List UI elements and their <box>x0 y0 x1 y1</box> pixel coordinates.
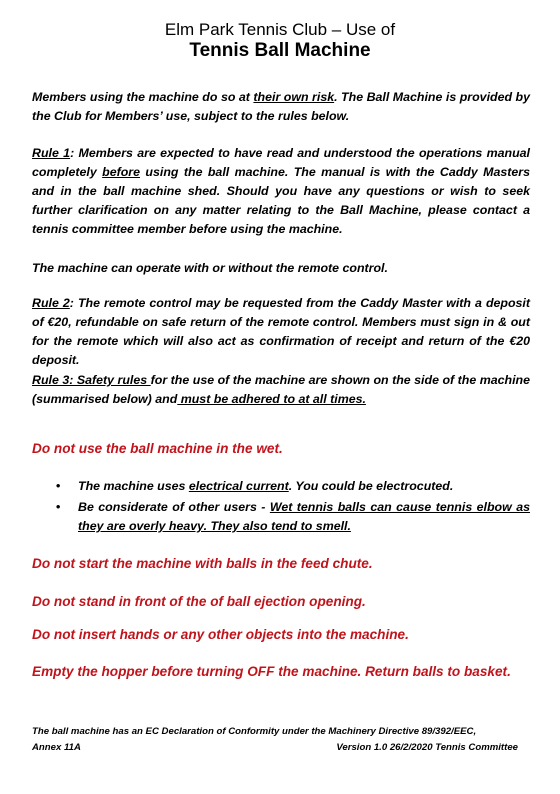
warning-wet: Do not use the ball machine in the wet. <box>32 441 283 456</box>
rule1-text-c: using the ball machine. The manual is with the Caddy Masters and in the ball machine shed. Should you have any questions or wish to seek further clarification on any matter relating to the Ball Machine, please contact a tennis committee member before using the machine. <box>32 165 530 236</box>
warning-hopper: Empty the hopper before turning OFF the machine. Return balls to basket. <box>32 664 511 679</box>
intro-own-risk: their own risk <box>253 90 335 104</box>
title-line-2: Tennis Ball Machine <box>189 40 371 61</box>
remote-note-text: The machine can operate with or without the remote control. <box>32 261 388 275</box>
rule1-before: before <box>102 165 141 179</box>
warning-feed-chute: Do not start the machine with balls in the feed chute. <box>32 556 373 571</box>
warning-ejection-opening: Do not stand in front of the of ball ejection opening. <box>32 594 366 609</box>
rule1-label: Rule 1 <box>32 146 71 160</box>
rule1-text-a: : Members are expected to have read and understood the operations manual completely <box>32 146 530 179</box>
rule3-text-b: must be adhered to at all times. <box>177 392 366 406</box>
list-item <box>48 498 530 536</box>
list-item <box>48 477 530 496</box>
remote-note <box>32 259 530 278</box>
bullet1-text-c: . You could be electrocuted. <box>288 479 454 493</box>
bullet2-text-b: Wet tennis balls can cause tennis elbow as they are overly heavy. They also tend to smell. <box>78 500 530 533</box>
bullet1-electrical-current: electrical current <box>188 479 289 493</box>
title-line-1: Elm Park Tennis Club – Use of <box>164 20 396 39</box>
footer-annex: Annex 11A <box>32 742 81 753</box>
intro-paragraph <box>32 88 530 126</box>
rule2-text: : The remote control may be requested from the Caddy Master with a deposit of €20, refundable on safe return of the remote control. Members must sign in & out for the remote which will also act as confirmation of receipt and return of the €20 deposit. <box>32 296 531 367</box>
intro-text-c: . The Ball Machine is provided by the Club for Members’ use, subject to the rules below. <box>32 90 530 123</box>
rule3-label: Rule 3: Safety rules <box>32 373 151 387</box>
bullet-icon: • <box>56 500 61 514</box>
footer-row <box>32 742 530 753</box>
footer-declaration: The ball machine has an EC Declaration of Conformity under the Machinery Directive 89/392/EEC, <box>32 726 477 737</box>
rule3-text-a: for the use of the machine are shown on the side of the machine (summarised below) and <box>32 373 530 406</box>
hazard-bullet-list <box>48 477 530 538</box>
rule2-label: Rule 2 <box>32 296 70 310</box>
rule2-paragraph <box>32 294 530 370</box>
bullet1-text-a: The machine uses <box>78 479 189 493</box>
footer-version: Version 1.0 26/2/2020 Tennis Committee <box>336 742 518 753</box>
warning-hands: Do not insert hands or any other objects into the machine. <box>32 627 409 642</box>
bullet-icon: • <box>56 479 61 493</box>
rule1-paragraph <box>32 144 530 239</box>
rule3-paragraph <box>32 371 530 409</box>
intro-text-a: Members using the machine do so at <box>32 90 254 104</box>
bullet2-text-a: Be considerate of other users - <box>78 500 270 514</box>
